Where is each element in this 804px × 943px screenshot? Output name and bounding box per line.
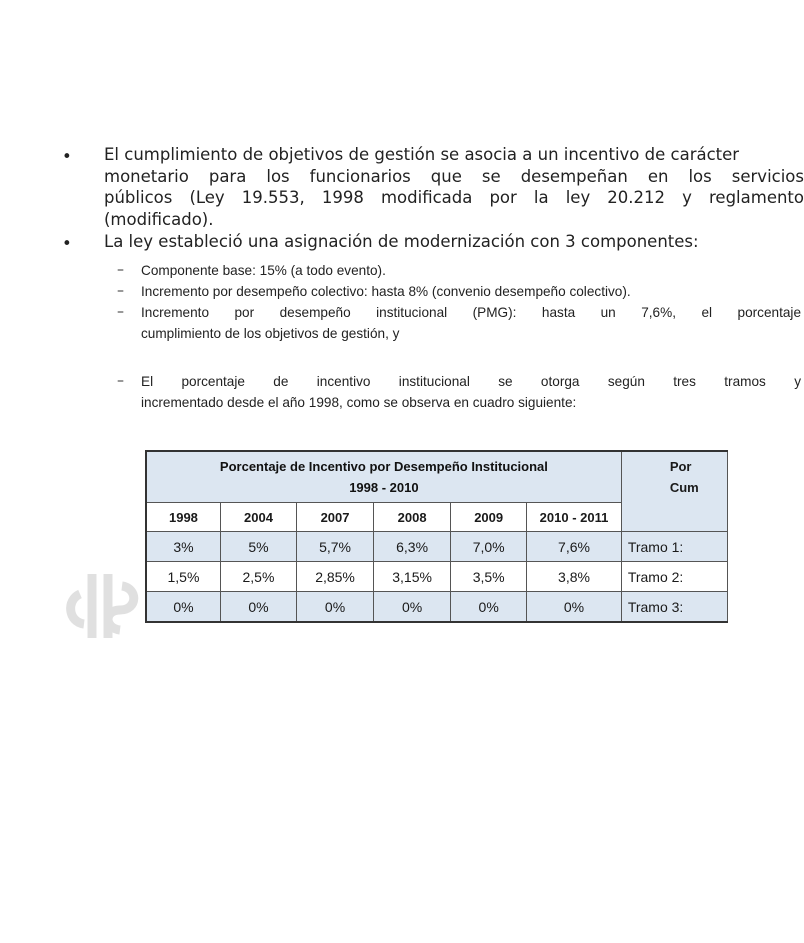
sub-4-line-1: El porcentaje de incentivo institucional se otorga según tres tramos y bbox=[141, 374, 801, 389]
sub-3-line-1: Incremento por desempeño institucional (PMG): hasta un 7,6%, el porcentaje bbox=[141, 305, 801, 320]
tramo-cell: Tramo 3: bbox=[621, 592, 727, 623]
table-cell: 3,8% bbox=[527, 562, 622, 592]
year-header: 1998 bbox=[146, 503, 220, 532]
tramo-cell: Tramo 1: bbox=[621, 532, 727, 562]
bullet-1-line-3: públicos (Ley 19.553, 1998 modificada por la ley 20.212 y reglamento bbox=[104, 188, 804, 207]
table-cell: 6,3% bbox=[374, 532, 451, 562]
tramo-cell: Tramo 2: bbox=[621, 562, 727, 592]
incentive-table bbox=[145, 450, 728, 623]
table-cell: 0% bbox=[220, 592, 296, 623]
table-cell: 2,85% bbox=[297, 562, 374, 592]
table-cell: 0% bbox=[451, 592, 527, 623]
sub-bullet-4 bbox=[141, 371, 801, 413]
year-header: 2004 bbox=[220, 503, 296, 532]
bullet-marker: • bbox=[62, 234, 72, 253]
table-cell: 5% bbox=[220, 532, 296, 562]
sub-3-line-2: cumplimiento de los objetivos de gestión, y bbox=[141, 326, 400, 341]
sub-1-line-1: Componente base: 15% (a todo evento). bbox=[141, 263, 386, 278]
sub-bullet-dash: – bbox=[117, 262, 124, 278]
bullet-1-line-1: El cumplimiento de objetivos de gestión se asocia a un incentivo de carácter bbox=[104, 145, 740, 164]
institution-logo-icon bbox=[64, 566, 144, 646]
table-cell: 7,6% bbox=[527, 532, 622, 562]
table-period: 1998 - 2010 bbox=[349, 480, 419, 495]
table-cell: 7,0% bbox=[451, 532, 527, 562]
year-header: 2008 bbox=[374, 503, 451, 532]
sub-bullet-dash: – bbox=[117, 283, 124, 299]
year-header: 2009 bbox=[451, 503, 527, 532]
table-right-header bbox=[621, 451, 727, 532]
table-title: Porcentaje de Incentivo por Desempeño Institucional bbox=[219, 459, 548, 474]
table-title-cell bbox=[146, 451, 621, 503]
table-cell: 0% bbox=[146, 592, 220, 623]
sub-bullet-dash: – bbox=[117, 304, 124, 320]
sub-bullet-1 bbox=[141, 260, 801, 281]
table-row bbox=[146, 592, 728, 623]
bullet-marker: • bbox=[62, 147, 72, 166]
sub-bullet-2 bbox=[141, 281, 801, 302]
sub-bullet-3 bbox=[141, 302, 801, 344]
sub-bullet-dash: – bbox=[117, 373, 124, 389]
table-cell: 3,15% bbox=[374, 562, 451, 592]
bullet-1-line-4: (modificado). bbox=[104, 209, 214, 229]
table-cell: 0% bbox=[297, 592, 374, 623]
bullet-1-line-2: monetario para los funcionarios que se desempeñan en los servicios bbox=[104, 166, 804, 186]
table-cell: 5,7% bbox=[297, 532, 374, 562]
table-cell: 2,5% bbox=[220, 562, 296, 592]
table-row bbox=[146, 532, 728, 562]
sub-4-line-2: incrementado desde el año 1998, como se observa en cuadro siguiente: bbox=[141, 395, 577, 410]
table-cell: 1,5% bbox=[146, 562, 220, 592]
table-cell: 3,5% bbox=[451, 562, 527, 592]
table-cell: 0% bbox=[374, 592, 451, 623]
year-header: 2007 bbox=[297, 503, 374, 532]
table-cell: 3% bbox=[146, 532, 220, 562]
right-header-line-1: Por bbox=[669, 459, 692, 474]
sub-2-line-1: Incremento por desempeño colectivo: hasta 8% (convenio desempeño colectivo). bbox=[141, 284, 631, 299]
bullet-paragraph-2 bbox=[104, 231, 804, 253]
bullet-paragraph-1 bbox=[104, 144, 804, 230]
year-header: 2010 - 2011 bbox=[527, 503, 622, 532]
table-row bbox=[146, 562, 728, 592]
bullet-2-line-1: La ley estableció una asignación de modernización con 3 componentes: bbox=[104, 232, 699, 251]
table-cell: 0% bbox=[527, 592, 622, 623]
right-header-line-2: Cum bbox=[669, 480, 699, 495]
